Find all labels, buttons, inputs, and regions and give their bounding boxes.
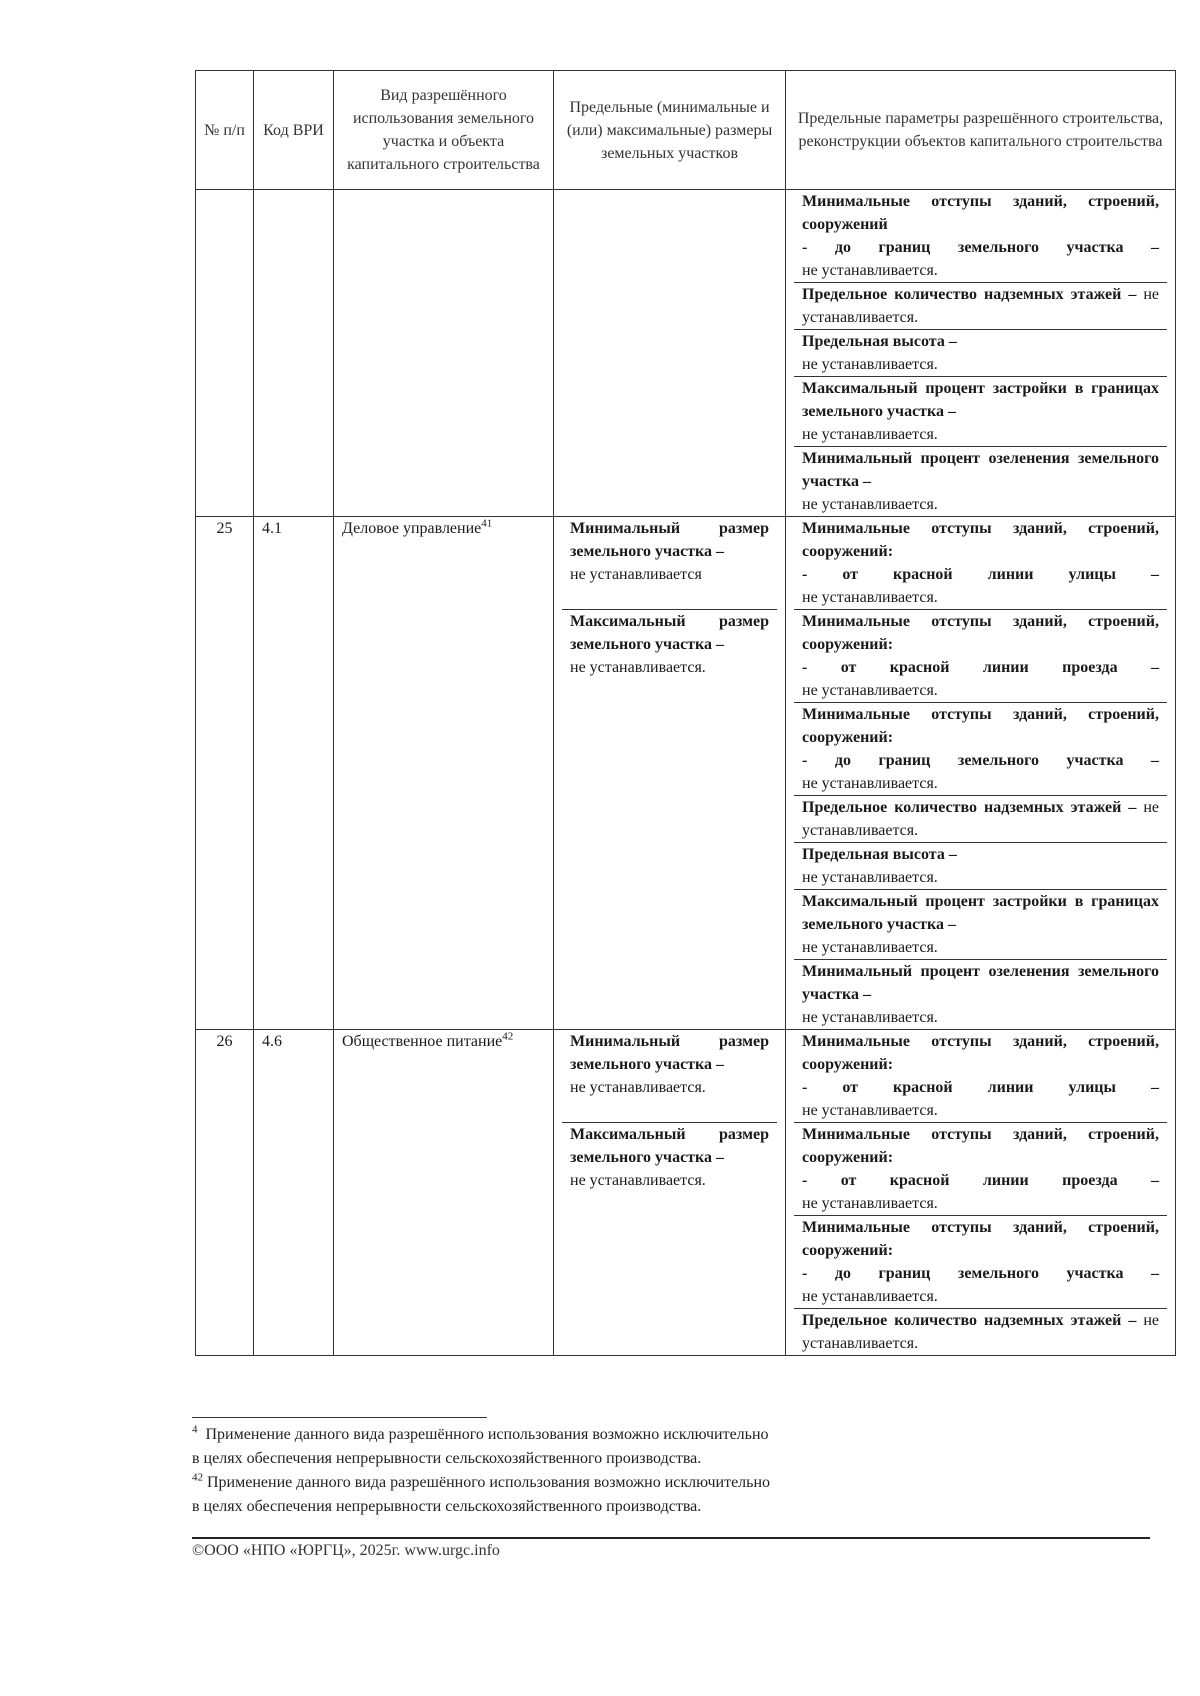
param-block [794, 610, 1167, 703]
param-title: Максимальный процент застройки в границах земельного участка – [802, 893, 1159, 933]
header-params: Предельные параметры разрешённого строительства, реконструкции объектов капитального строительства [786, 71, 1176, 190]
param-value: не устанавливается. [802, 869, 938, 886]
param-title: Предельное количество надземных этажей – [802, 1312, 1137, 1329]
footnote-separator [192, 1417, 487, 1418]
footer-rule [192, 1537, 1150, 1539]
header-kind: Вид разрешённого использования земельного участка и объекта капитального строительства [334, 71, 554, 190]
cell-params [786, 1030, 1176, 1356]
param-title: Минимальные отступы зданий, строений, сооружений: [802, 613, 1159, 653]
param-block [794, 960, 1167, 1029]
footnote-ref: 42 [502, 1030, 514, 1043]
size-value: не устанавливается. [570, 1079, 706, 1096]
param-value: не устанавливается. [802, 939, 938, 956]
param-value: не устанавливается. [802, 1312, 1159, 1352]
size-value: не устанавливается. [570, 659, 706, 676]
param-title: Предельная высота – [802, 333, 957, 350]
param-subtitle: - до границ земельного участка – [802, 239, 1159, 256]
footnote-text: в целях обеспечения непрерывности сельскохозяйственного производства. [192, 1498, 702, 1515]
param-block [794, 447, 1167, 516]
param-subtitle: - от красной линии улицы – [802, 566, 1159, 583]
param-block [794, 330, 1167, 377]
cell-kind [334, 1030, 554, 1356]
kind-label: Общественное питание [342, 1033, 503, 1050]
param-block [794, 843, 1167, 890]
header-size: Предельные (минимальные и (или) максимальные) размеры земельных участков [554, 71, 786, 190]
header-num: № п/п [196, 71, 254, 190]
param-title: Минимальный процент озеленения земельного участка – [802, 450, 1159, 490]
size-value: не устанавливается. [570, 1172, 706, 1189]
param-value: не устанавливается. [802, 262, 938, 279]
param-title: Минимальные отступы зданий, строений, сооружений: [802, 1219, 1159, 1259]
cell-code-empty [254, 190, 334, 517]
param-subtitle: - до границ земельного участка – [802, 752, 1159, 769]
param-value: не устанавливается. [802, 496, 938, 513]
param-block [794, 1309, 1167, 1355]
param-value: не устанавливается. [802, 1195, 938, 1212]
footnote-text: Применение данного вида разрешённого использования возможно исключительно [205, 1426, 769, 1443]
param-title: Минимальные отступы зданий, строений, сооружений: [802, 1033, 1159, 1073]
size-block [562, 610, 777, 679]
cell-kind [334, 517, 554, 1030]
param-block [794, 703, 1167, 796]
param-subtitle: - от красной линии улицы – [802, 1079, 1159, 1096]
param-subtitle: - от красной линии проезда – [802, 659, 1159, 676]
table-header-row [196, 71, 1176, 190]
param-value: не устанавливается. [802, 426, 938, 443]
table-row-25 [196, 517, 1176, 1030]
footnote-mark: 4 [192, 1423, 198, 1436]
param-value: не устанавливается. [802, 356, 938, 373]
param-subtitle: - от красной линии проезда – [802, 1172, 1159, 1189]
param-title: Минимальный процент озеленения земельного участка – [802, 963, 1159, 1003]
param-value: не устанавливается. [802, 682, 938, 699]
cell-size [554, 1030, 786, 1356]
param-value: не устанавливается. [802, 1288, 938, 1305]
footnote-1 [192, 1423, 972, 1447]
param-value: не устанавливается. [802, 775, 938, 792]
param-title: Предельная высота – [802, 846, 957, 863]
param-block [794, 283, 1167, 330]
param-block [794, 1216, 1167, 1309]
param-value: не устанавливается. [802, 799, 1159, 839]
param-title: Предельное количество надземных этажей – [802, 799, 1137, 816]
cell-params [786, 190, 1176, 517]
cell-size-empty [554, 190, 786, 517]
size-value: не устанавливается [570, 566, 702, 583]
header-code: Код ВРИ [254, 71, 334, 190]
param-title: Предельное количество надземных этажей – [802, 286, 1137, 303]
param-block [794, 1030, 1167, 1123]
size-block [562, 1030, 777, 1123]
table-row-continuation [196, 190, 1176, 517]
cell-kind-empty [334, 190, 554, 517]
param-value: не устанавливается. [802, 1009, 938, 1026]
cell-size [554, 517, 786, 1030]
cell-num-empty [196, 190, 254, 517]
table-row-26 [196, 1030, 1176, 1356]
cell-code: 4.1 [254, 517, 334, 1030]
param-block [794, 377, 1167, 447]
size-title: Максимальный размер земельного участка – [570, 1126, 769, 1166]
footnote-mark: 42 [192, 1471, 203, 1484]
param-title: Минимальные отступы зданий, строений, сооружений: [802, 1126, 1159, 1166]
kind-label: Деловое управление [342, 520, 482, 537]
param-title: Минимальные отступы зданий, строений, сооружений [802, 193, 1159, 233]
param-title: Минимальные отступы зданий, строений, сооружений: [802, 706, 1159, 746]
footnotes [192, 1423, 972, 1519]
size-title: Минимальный размер земельного участка – [570, 520, 769, 560]
param-value: не устанавливается. [802, 1102, 938, 1119]
param-title: Максимальный процент застройки в границах земельного участка – [802, 380, 1159, 420]
cell-num: 25 [196, 517, 254, 1030]
cell-params [786, 517, 1176, 1030]
cell-code: 4.6 [254, 1030, 334, 1356]
param-block [794, 890, 1167, 960]
regulations-table [195, 70, 1176, 1356]
param-block [794, 190, 1167, 283]
cell-num: 26 [196, 1030, 254, 1356]
size-title: Минимальный размер земельного участка – [570, 1033, 769, 1073]
footnote-text: в целях обеспечения непрерывности сельскохозяйственного производства. [192, 1450, 702, 1467]
footer-copyright: ©ООО «НПО «ЮРГЦ», 2025г. www.urgc.info [192, 1542, 500, 1559]
param-value: не устанавливается. [802, 589, 938, 606]
footnote-text: Применение данного вида разрешённого использования возможно исключительно [207, 1474, 771, 1491]
param-block [794, 1123, 1167, 1216]
param-block [794, 796, 1167, 843]
footnote-ref: 41 [481, 517, 493, 530]
size-title: Максимальный размер земельного участка – [570, 613, 769, 653]
size-block [562, 1123, 777, 1192]
param-title: Минимальные отступы зданий, строений, сооружений: [802, 520, 1159, 560]
param-subtitle: - до границ земельного участка – [802, 1265, 1159, 1282]
param-value: не устанавливается. [802, 286, 1159, 326]
param-block [794, 517, 1167, 610]
footnote-2 [192, 1471, 972, 1495]
size-block [562, 517, 777, 610]
